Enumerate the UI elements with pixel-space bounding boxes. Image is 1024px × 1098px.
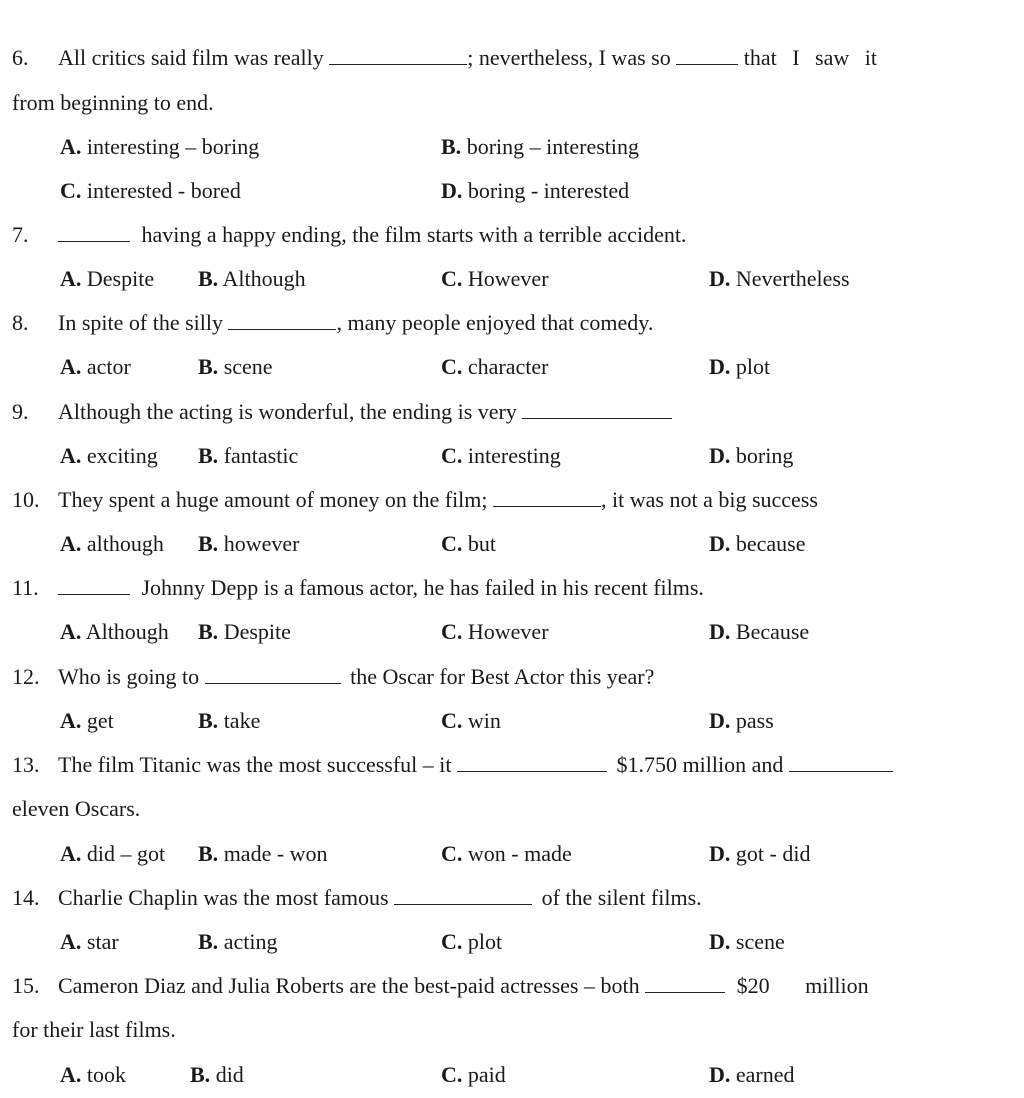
option-text: however (223, 531, 300, 556)
option-b[interactable] (198, 530, 299, 558)
option-b[interactable] (198, 618, 291, 646)
option-letter: C. (441, 354, 463, 379)
answer-blank[interactable] (457, 753, 607, 772)
question-15-continued (12, 1016, 176, 1044)
option-letter: D. (709, 531, 731, 556)
option-text: Although (85, 619, 169, 644)
option-c[interactable] (60, 177, 241, 205)
option-a[interactable] (60, 265, 154, 293)
option-text: scene (223, 354, 273, 379)
option-text: plot (735, 354, 771, 379)
option-letter: A. (60, 1062, 82, 1087)
option-text: Nevertheless (735, 266, 850, 291)
question-text: Although the acting is wonderful, the ending is very (58, 399, 517, 424)
question-13 (12, 751, 893, 779)
option-text: character (467, 354, 549, 379)
option-a[interactable] (60, 840, 165, 868)
option-letter: A. (60, 354, 82, 379)
question-text: , it was not a big success (601, 487, 818, 512)
option-b[interactable] (198, 840, 328, 868)
option-d[interactable] (709, 618, 809, 646)
question-text: eleven Oscars. (12, 796, 141, 821)
option-text: actor (86, 354, 131, 379)
option-b[interactable] (190, 1061, 244, 1089)
question-number: 12. (12, 664, 40, 689)
option-letter: D. (709, 354, 731, 379)
option-c[interactable] (441, 530, 496, 558)
question-text: million (805, 973, 869, 998)
option-letter: A. (60, 134, 82, 159)
option-d[interactable] (709, 707, 774, 735)
option-d[interactable] (709, 840, 810, 868)
option-letter: A. (60, 708, 82, 733)
option-text: interested - bored (86, 178, 241, 203)
answer-blank[interactable] (58, 576, 130, 595)
option-letter: B. (198, 708, 219, 733)
option-letter: C. (441, 1062, 463, 1087)
option-text: Although (222, 266, 306, 291)
option-b[interactable] (198, 928, 277, 956)
option-text: boring – interesting (466, 134, 639, 159)
option-c[interactable] (441, 442, 561, 470)
answer-blank[interactable] (789, 753, 893, 772)
question-text: In spite of the silly (58, 310, 223, 335)
option-text: acting (223, 929, 278, 954)
option-a[interactable] (60, 707, 114, 735)
option-b[interactable] (198, 442, 298, 470)
option-letter: C. (441, 619, 463, 644)
option-letter: D. (709, 929, 731, 954)
option-letter: C. (441, 531, 463, 556)
answer-blank[interactable] (228, 311, 336, 330)
option-d[interactable] (709, 265, 850, 293)
option-letter: D. (709, 708, 731, 733)
option-c[interactable] (441, 707, 501, 735)
option-text: However (467, 266, 549, 291)
question-number: 15. (12, 973, 40, 998)
answer-blank[interactable] (645, 974, 725, 993)
option-d[interactable] (709, 928, 785, 956)
option-text: won - made (467, 841, 572, 866)
option-b[interactable] (198, 353, 273, 381)
option-letter: A. (60, 619, 82, 644)
option-letter: D. (709, 1062, 731, 1087)
question-text: for their last films. (12, 1017, 176, 1042)
option-text: pass (735, 708, 774, 733)
option-d[interactable] (709, 1061, 795, 1089)
option-text: scene (735, 929, 785, 954)
question-number: 6. (12, 45, 29, 70)
question-number: 14. (12, 885, 40, 910)
option-letter: A. (60, 841, 82, 866)
option-letter: B. (198, 354, 219, 379)
option-letter: B. (198, 266, 219, 291)
question-text: of the silent films. (541, 885, 702, 910)
option-letter: B. (198, 531, 219, 556)
option-text: fantastic (223, 443, 299, 468)
option-text: Despite (86, 266, 155, 291)
question-10 (12, 486, 818, 514)
question-text: , many people enjoyed that comedy. (336, 310, 654, 335)
option-letter: A. (60, 929, 82, 954)
question-text: $20 (736, 973, 770, 998)
option-text: interesting – boring (86, 134, 260, 159)
option-letter: C. (441, 266, 463, 291)
option-letter: C. (441, 708, 463, 733)
question-text: ; nevertheless, I was so (467, 45, 671, 70)
option-text: made - won (223, 841, 328, 866)
option-text: plot (467, 929, 503, 954)
option-text: because (735, 531, 806, 556)
option-text: paid (467, 1062, 506, 1087)
option-text: get (86, 708, 114, 733)
option-letter: B. (198, 929, 219, 954)
option-text: However (467, 619, 549, 644)
question-number: 8. (12, 310, 29, 335)
option-text: although (86, 531, 164, 556)
option-letter: B. (441, 134, 462, 159)
option-text: did (215, 1062, 244, 1087)
option-text: but (467, 531, 497, 556)
question-number: 9. (12, 399, 29, 424)
question-9 (12, 398, 672, 426)
option-letter: C. (441, 443, 463, 468)
option-letter: D. (709, 266, 731, 291)
option-d[interactable] (441, 177, 629, 205)
option-a[interactable] (60, 530, 164, 558)
option-c[interactable] (441, 1061, 506, 1089)
option-letter: C. (441, 929, 463, 954)
option-letter: C. (60, 178, 82, 203)
question-14 (12, 884, 702, 912)
option-text: boring (735, 443, 794, 468)
option-b[interactable] (198, 265, 306, 293)
option-letter: C. (441, 841, 463, 866)
option-c[interactable] (441, 618, 549, 646)
question-text: Charlie Chaplin was the most famous (58, 885, 389, 910)
option-letter: B. (198, 841, 219, 866)
option-text: Because (735, 619, 810, 644)
question-text: Cameron Diaz and Julia Roberts are the best-paid actresses – both (58, 973, 640, 998)
question-6-continued (12, 89, 214, 117)
option-letter: B. (190, 1062, 211, 1087)
option-letter: B. (198, 619, 219, 644)
option-text: interesting (467, 443, 561, 468)
question-text: The film Titanic was the most successful – it (58, 752, 452, 777)
option-text: Despite (223, 619, 291, 644)
option-a[interactable] (60, 353, 131, 381)
question-text: from beginning to end. (12, 90, 214, 115)
question-text: Who is going to (58, 664, 200, 689)
answer-blank[interactable] (676, 46, 738, 65)
option-a[interactable] (60, 1061, 126, 1089)
option-letter: D. (709, 443, 731, 468)
question-6 (12, 44, 877, 72)
option-letter: A. (60, 443, 82, 468)
answer-blank[interactable] (493, 488, 601, 507)
option-letter: B. (198, 443, 219, 468)
question-number: 11. (12, 575, 39, 600)
question-15 (12, 972, 869, 1000)
option-letter: A. (60, 266, 82, 291)
option-letter: D. (709, 841, 731, 866)
option-d[interactable] (709, 442, 793, 470)
option-b[interactable] (441, 133, 639, 161)
option-text: took (86, 1062, 127, 1087)
question-11 (12, 574, 704, 602)
question-13-continued (12, 795, 140, 823)
option-letter: D. (709, 619, 731, 644)
option-b[interactable] (198, 707, 260, 735)
answer-blank[interactable] (522, 400, 672, 419)
option-text: earned (735, 1062, 795, 1087)
option-a[interactable] (60, 618, 169, 646)
option-letter: D. (441, 178, 463, 203)
question-12 (12, 663, 654, 691)
option-a[interactable] (60, 442, 158, 470)
option-text: boring - interested (467, 178, 630, 203)
question-7 (12, 221, 686, 249)
option-text: win (467, 708, 501, 733)
question-text: They spent a huge amount of money on the film; (58, 487, 488, 512)
answer-blank[interactable] (205, 665, 341, 684)
question-text: having a happy ending, the film starts with a terrible accident. (141, 222, 687, 247)
question-number: 13. (12, 752, 40, 777)
option-c[interactable] (441, 353, 548, 381)
option-text: did – got (86, 841, 166, 866)
answer-blank[interactable] (58, 223, 130, 242)
question-text: Johnny Depp is a famous actor, he has failed in his recent films. (141, 575, 704, 600)
option-a[interactable] (60, 928, 119, 956)
option-c[interactable] (441, 928, 502, 956)
option-text: exciting (86, 443, 158, 468)
option-c[interactable] (441, 265, 549, 293)
question-text: that I saw it (743, 45, 877, 70)
option-text: star (86, 929, 119, 954)
option-d[interactable] (709, 530, 806, 558)
question-number: 10. (12, 487, 40, 512)
question-text: All critics said film was really (58, 45, 324, 70)
option-c[interactable] (441, 840, 572, 868)
option-text: got - did (735, 841, 811, 866)
answer-blank[interactable] (394, 886, 532, 905)
question-text: $1.750 million and (616, 752, 784, 777)
question-8 (12, 309, 653, 337)
option-d[interactable] (709, 353, 770, 381)
answer-blank[interactable] (329, 46, 467, 65)
option-a[interactable] (60, 133, 259, 161)
option-letter: A. (60, 531, 82, 556)
question-text: the Oscar for Best Actor this year? (350, 664, 655, 689)
option-text: take (223, 708, 261, 733)
question-number: 7. (12, 222, 29, 247)
